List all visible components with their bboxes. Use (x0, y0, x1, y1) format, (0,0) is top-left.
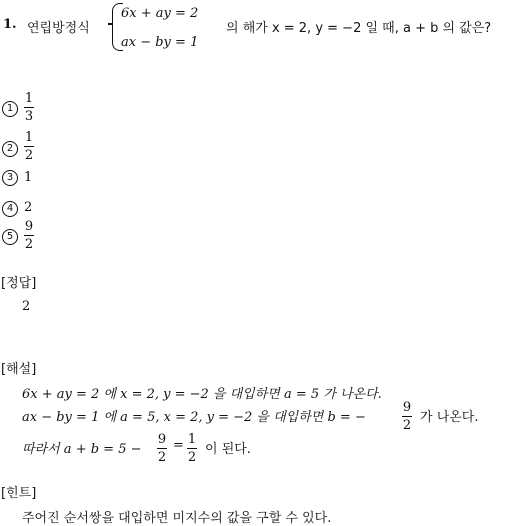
question-condition: 의 해가 x = 2, y = −2 일 때, a + b 의 값은? (226, 21, 492, 36)
explanation-line-3-fraction-2 (187, 432, 197, 465)
system-brace-tip (108, 23, 113, 25)
equation-1: 6x + ay = 2 (121, 6, 199, 21)
choice-2-fraction (24, 130, 34, 163)
choice-1-den: 3 (24, 109, 34, 124)
explanation-line-3: 따라서 a + b = 5 − (22, 442, 142, 457)
choice-5-num: 9 (24, 219, 34, 234)
explanation-line-3-num-1: 9 (157, 432, 167, 447)
choice-5-den: 2 (24, 237, 34, 252)
choice-1-fraction (24, 91, 34, 124)
explanation-line-1: 6x + ay = 2 에 x = 2, y = −2 을 대입하면 a = 5 가 나온다. (22, 387, 382, 402)
choice-5-mark: 5 (2, 229, 18, 245)
choice-3-mark: 3 (2, 170, 18, 186)
choice-5-fraction (24, 219, 34, 252)
choice-4-mark: 4 (2, 201, 18, 217)
explanation-line-3-den-1: 2 (157, 450, 167, 465)
choice-2-num: 1 (24, 130, 34, 145)
explanation-line-2-num: 9 (402, 400, 412, 415)
explanation-line-2: ax − by = 1 에 a = 5, x = 2, y = −2 을 대입하면 b = − (22, 410, 366, 425)
explanation-line-3-suffix: 이 된다. (205, 442, 251, 457)
answer-label: [정답] (1, 276, 37, 291)
explanation-line-2-den: 2 (402, 418, 412, 433)
explanation-line-3-fraction-1 (157, 432, 167, 465)
explanation-line-3-equals: = (173, 438, 184, 453)
explanation-line-3-num-2: 1 (187, 432, 197, 447)
explanation-line-3-den-2: 2 (187, 450, 197, 465)
hint-label: [힌트] (1, 486, 37, 501)
choice-2-den: 2 (24, 148, 34, 163)
choice-3-value: 1 (24, 170, 33, 185)
explanation-label: [해설] (1, 362, 37, 377)
equation-2: ax − by = 1 (121, 35, 199, 50)
choice-2-mark: 2 (2, 141, 18, 157)
question-number: 1. (3, 17, 17, 32)
choice-1-mark: 1 (2, 101, 18, 117)
answer-value: 2 (22, 299, 31, 314)
explanation-line-2-suffix: 가 나온다. (420, 410, 479, 425)
choice-4-value: 2 (24, 200, 33, 215)
choice-1-num: 1 (24, 91, 34, 106)
question-prompt: 연립방정식 (27, 21, 90, 36)
explanation-line-2-fraction (402, 400, 412, 433)
hint-text: 주어진 순서쌍을 대입하면 미지수의 값을 구할 수 있다. (22, 511, 332, 526)
